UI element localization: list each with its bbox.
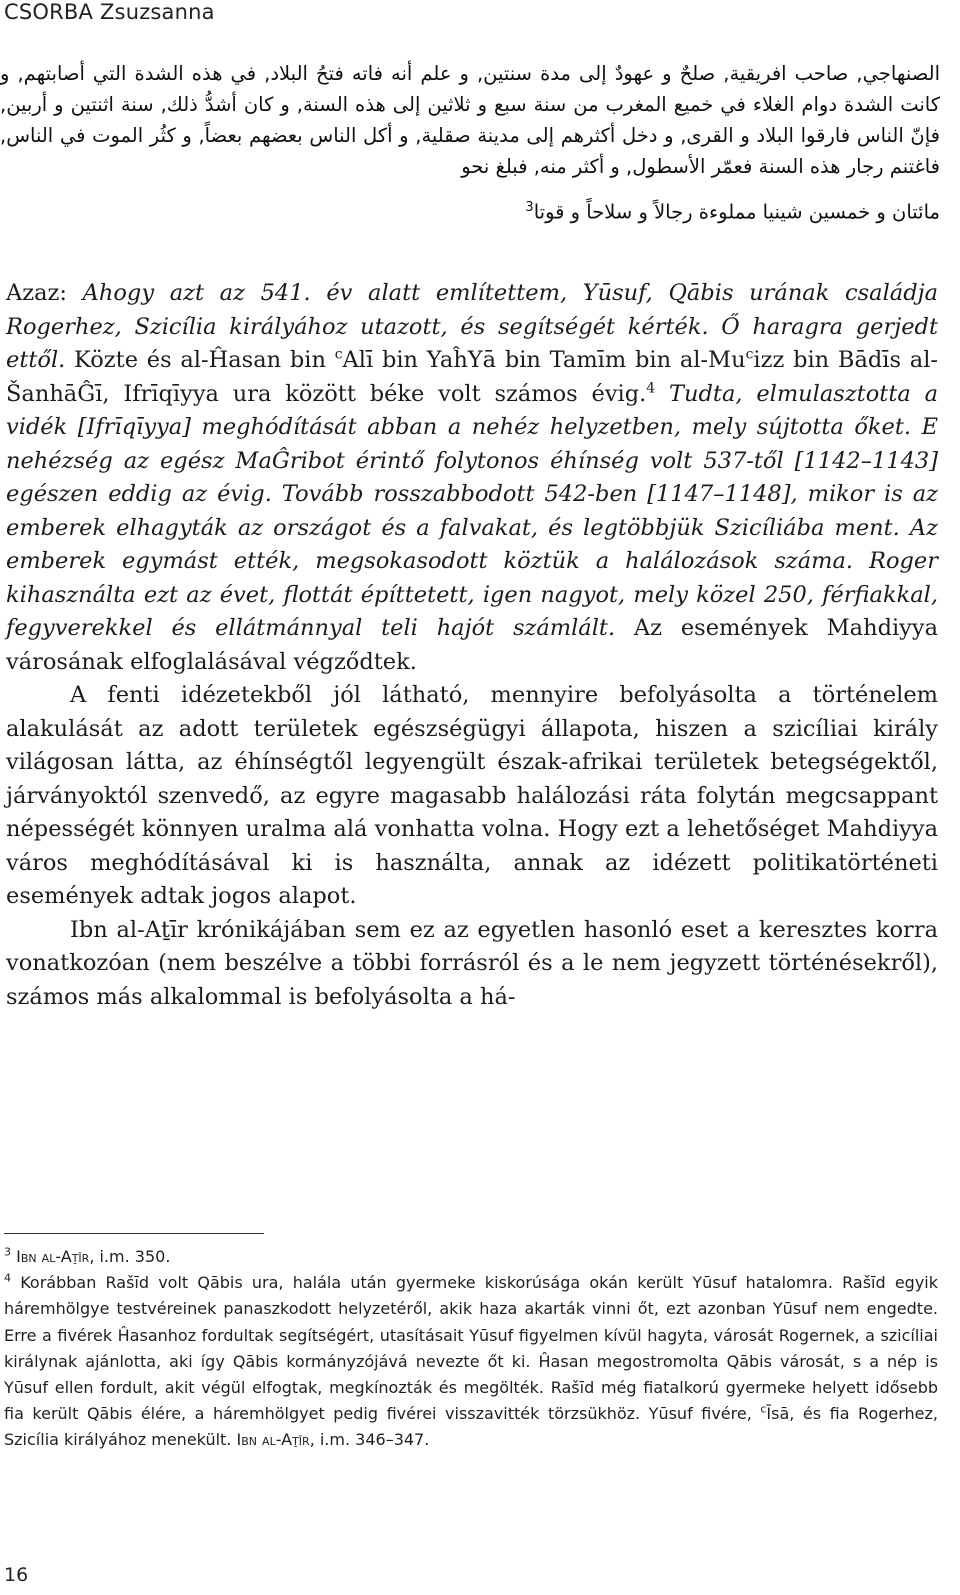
arabic-quotation-last-line: [0, 192, 940, 228]
quote-sentence-5: Tovább rosszabbodott 542-ben [1147–1148], mikor is az emberek elhagyták az országot és a falvakat, és legtöbbjük Szicíliába ment.: [6, 481, 938, 541]
page-number: 16: [4, 1564, 29, 1586]
ayn-mark: c: [745, 346, 754, 363]
footnote-4-citation: , i.m. 346–347.: [309, 1430, 430, 1450]
quote-sentence-8: Az események Mahdiyya városának elfoglalásával végződtek.: [6, 615, 939, 675]
footnote-ref-4[interactable]: 4: [646, 380, 656, 396]
footnote-4-number: 4: [4, 1271, 11, 1285]
quote-sentence-4: E nehézség az egész MaĜribot érintő folytonos éhínség volt 537-től [1142–1143] egészen eddig az évig.: [6, 414, 939, 507]
quote-sentence-1: Ahogy azt az 541. év alatt említettem, Yūsuf, Qābis urának családja Rogerhez, Szicília királyához utazott, és segítségét kérték. Ő haragra gerjedt ettől.: [6, 280, 938, 373]
quote-sentence-6: Az emberek egymást ették, megsokasodott köztük a halálozások száma.: [6, 514, 938, 574]
quote-sentence-2c: izz bin Bādīs al-ŠanhāĜī, Ifrīqīyya ura között béke volt számos évig.: [6, 347, 938, 407]
quote-sentence-7: Roger kihasználta ezt az évet, flottát építtetett, igen nagyot, mely közel 250, férfiakkal, fegyverekkel és ellátmánnyal teli hajót számlált.: [6, 548, 938, 641]
footnotes: [4, 1244, 938, 1454]
quote-intro: Azaz:: [6, 280, 83, 306]
footnote-4-author: Ibn al-Aṯīr: [236, 1430, 310, 1450]
ayn-mark: c: [334, 346, 343, 363]
quote-sentence-3: Tudta, elmulasztotta a vidék [Ifrīqīyya] meghódítását abban a nehéz helyzetben, mely sújtotta őket.: [6, 380, 938, 440]
running-head: CSORBA Zsuzsanna: [4, 0, 215, 24]
footnote-3-number: 3: [4, 1245, 11, 1259]
footnote-4-text: Korábban Rašīd volt Qābis ura, halála után gyermeke kiskorúsága okán került Yūsuf hatalomra. Rašīd egyik háremhölgye testvéreinek panaszkodott helyzetéről, akik haza akarták vinni őt, ezt azonban Yūsuf nem engedte. Erre a fivérek Ĥasanhoz fordultak segítségért, utasításait Yūsuf figyelmen kívül hagyta, városát Rogernek, a szicíliai királynak ajánlotta, aki így Qābis kormányzójává nevezte őt ki. Ĥasan megostromolta Qābis városát, s a nép is Yūsuf ellen fordult, akit végül elfogtak, megkínozták és megölték. Rašīd még fiatalkorú gyermeke helyett idősebb fia került Qābis élére, a háremhölgyet pedig fivérei visszavitték törzsükhöz. Yūsuf fivére,: [4, 1273, 938, 1424]
footnote-3-author: Ibn al-Aṯīr: [16, 1247, 90, 1266]
translation-quote: [6, 277, 938, 679]
ayn-mark: c: [760, 1402, 767, 1416]
paragraph-1: A fenti idézetekből jól látható, mennyire befolyásolta a történelem alakulását az adott területek egészségügyi állapota, hiszen a szicíliai király világosan látta, az éhínségtől legyengült észak-afrikai területek betegségektől, járványoktól szenvedő, az egyre magasabb halálozási ráta folytán megcsappant népességét könnyen uralma alá vonhatta volna. Hogy ezt a lehetőséget Mahdiyya város meghódításával ki is használta, annak az idézett politikatörténeti események adtak jogos alapot.: [6, 682, 939, 909]
main-text: [6, 277, 938, 1014]
footnote-4-text-cont: Īsā, és fia Rogerhez, Szicília királyához menekült.: [4, 1404, 939, 1450]
paragraph-2: Ibn al-Aṯīr krónikájában sem ez az egyetlen hasonló eset a keresztes korra vonatkozóan (nem beszélve a többi forrásról és a le nem jegyzett történésekről), számos más alkalommal is befolyásolta a há-: [6, 916, 938, 1010]
footnote-divider: [4, 1233, 264, 1234]
footnote-4: [4, 1270, 938, 1453]
quote-sentence-2a: Közte és al-Ĥasan bin: [65, 347, 335, 373]
footnote-ref-3[interactable]: 3: [525, 200, 534, 215]
quote-sentence-2b: Alī bin YaĥΥā bin Tamīm bin al-Mu: [342, 347, 746, 373]
arabic-last-line-text: مائتان و خمسين شينيا مملوءة رجالاً و سلاحاً و قوتا: [533, 200, 940, 224]
arabic-quotation: [0, 58, 940, 228]
footnote-3-citation: , i.m. 350.: [89, 1247, 171, 1266]
footnote-3: [4, 1244, 938, 1270]
arabic-quotation-text: الصنهاجي, صاحب افريقية, صلحٌ و عهودٌ إلى مدة سنتين, و علم أنه فاته فتحُ البلاد, في هذه الشدة التي أصابتهم, و كانت الشدة دوام الغلاء في خميع المغرب من سنة سبع و ثلاثين إلى هذه السنة, و كان أشدُّ ذلك, سنة اثنتين و أربين, فإنّ الناس فارقوا البلاد و القرى, و دخل أكثرهم إلى مدينة صقلية, و أكل الناس بعضهم بعضاً, و كثُر الموت في الناس, فاغتنم رجار هذه السنة فعمّر الأسطول, و أكثر منه, فبلغ نحو: [0, 62, 940, 178]
